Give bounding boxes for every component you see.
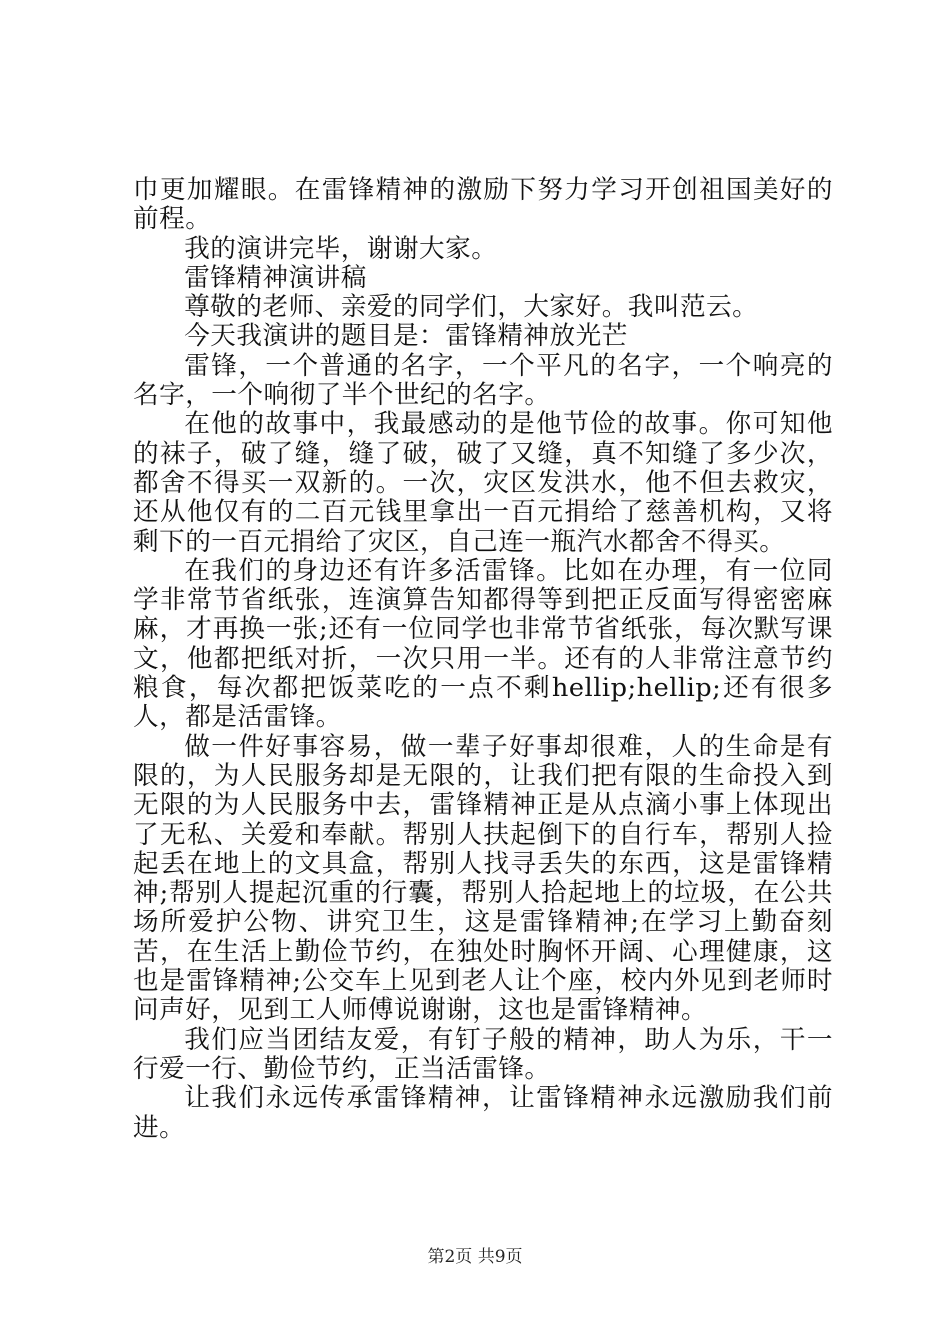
paragraph-2: 我的演讲完毕，谢谢大家。 — [184, 233, 498, 264]
speech-title: 雷锋精神演讲稿 — [184, 262, 367, 293]
paragraph-6: 雷锋，一个普通的名字，一个平凡的名字，一个响亮的名字，一个响彻了半个世纪的名字。 — [133, 350, 833, 411]
paragraph-topic: 今天我演讲的题目是：雷锋精神放光芒 — [184, 321, 628, 352]
paragraph-8: 在我们的身边还有许多活雷锋。比如在办理，有一位同学非常节省纸张，连演算告知都得等到把正反面写得密密麻麻，才再换一张;还有一位同学也非常节省纸张，每次默写课文，他都把纸对折，一次只用一半。还有的人非常注意节约粮食，每次都把饭菜吃的一点不剩hellip;hellip;还有很多人，都是活雷锋。 — [133, 555, 833, 733]
paragraph-10: 我们应当团结友爱，有钉子般的精神，助人为乐，干一行爱一行、勤俭节约，正当活雷锋。 — [133, 1024, 833, 1084]
paragraph-11: 让我们永远传承雷锋精神，让雷锋精神永远激励我们前进。 — [133, 1083, 833, 1143]
paragraph-1: 巾更加耀眼。在雷锋精神的激励下努力学习开创祖国美好的前程。 — [133, 175, 833, 235]
paragraph-greeting: 尊敬的老师、亲爱的同学们，大家好。我叫范云。 — [184, 292, 759, 323]
paragraph-7: 在他的故事中，我最感动的是他节俭的故事。你可知他的袜子，破了缝，缝了破，破了又缝，真不知缝了多少次，都舍不得买一双新的。一次，灾区发洪水，他不但去救灾，还从他仅有的二百元钱里拿出一百元捐给了慈善机构，又将剩下的一百元捐给了灾区，自己连一瓶汽水都舍不得买。 — [133, 409, 833, 557]
document-body — [133, 176, 833, 1143]
page-number-footer: 第2页 共9页 — [427, 1247, 523, 1267]
paragraph-9: 做一件好事容易，做一辈子好事却很难，人的生命是有限的，为人民服务却是无限的，让我们把有限的生命投入到无限的为人民服务中去，雷锋精神正是从点滴小事上体现出了无私、关爱和奉献。帮别人扶起倒下的自行车，帮别人捡起丢在地上的文具盒，帮别人找寻丢失的东西，这是雷锋精神;帮别人提起沉重的行囊，帮别人拾起地上的垃圾，在公共场所爱护公物、讲究卫生，这是雷锋精神;在学习上勤奋刻苦，在生活上勤俭节约，在独处时胸怀开阔、心理健康，这也是雷锋精神;公交车上见到老人让个座，校内外见到老师时问声好，见到工人师傅说谢谢，这也是雷锋精神。 — [133, 731, 833, 1026]
